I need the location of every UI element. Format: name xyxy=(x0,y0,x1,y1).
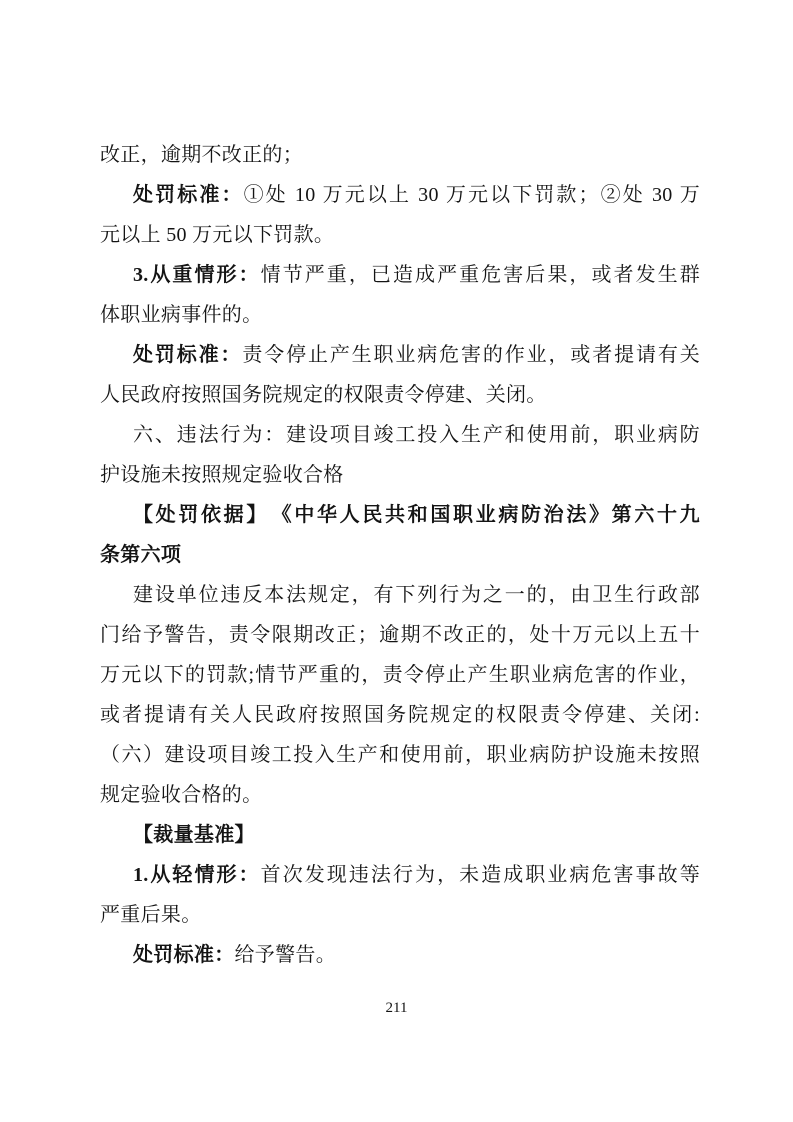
text-line xyxy=(100,215,700,255)
text-line xyxy=(100,575,700,615)
text-run: 改正，逾期不改正的； xyxy=(100,144,303,166)
text-run: 元以上 50 万元以下罚款。 xyxy=(100,224,335,246)
text-run: 万元以下的罚款;情节严重的，责令停止产生职业病危害的作业， xyxy=(100,664,700,686)
text-run: 【裁量基准】 xyxy=(133,824,255,846)
text-line xyxy=(100,935,700,975)
label-bold: 3.从重情形： xyxy=(133,264,261,286)
text-run: 给予警告。 xyxy=(234,944,336,966)
text-run: 【处罚依据】 《中华人民共和国职业病防治法》第六十九 xyxy=(133,504,700,526)
text-line xyxy=(100,895,700,935)
text-line xyxy=(100,375,700,415)
label-bold: 处罚标准： xyxy=(133,944,235,966)
text-run: 严重后果。 xyxy=(100,904,202,926)
text-run: 情节严重，已造成严重危害后果，或者发生群 xyxy=(260,264,700,286)
text-line xyxy=(100,655,700,695)
text-run: 体职业病事件的。 xyxy=(100,304,263,326)
text-run: 护设施未按照规定验收合格 xyxy=(100,464,344,486)
document-body xyxy=(100,135,700,975)
label-bold: 处罚标准： xyxy=(133,184,244,206)
text-run: 责令停止产生职业病危害的作业，或者提请有关 xyxy=(242,344,700,366)
text-line xyxy=(100,495,700,535)
text-run: 人民政府按照国务院规定的权限责令停建、关闭。 xyxy=(100,384,547,406)
text-line xyxy=(100,695,700,735)
text-line xyxy=(100,735,700,775)
text-run: 六、违法行为：建设项目竣工投入生产和使用前，职业病防 xyxy=(133,424,700,446)
page-number: 211 xyxy=(385,1000,408,1016)
text-line xyxy=(100,775,700,815)
text-line xyxy=(100,415,700,455)
text-run: 建设单位违反本法规定，有下列行为之一的，由卫生行政部 xyxy=(133,584,700,606)
text-run: 规定验收合格的。 xyxy=(100,784,263,806)
text-run: （六）建设项目竣工投入生产和使用前，职业病防护设施未按照 xyxy=(100,744,700,766)
text-line xyxy=(100,455,700,495)
text-line xyxy=(100,855,700,895)
text-run: 门给予警告，责令限期改正；逾期不改正的，处十万元以上五十 xyxy=(100,624,700,646)
text-line xyxy=(100,255,700,295)
label-bold: 1.从轻情形： xyxy=(133,864,261,886)
text-line xyxy=(100,615,700,655)
text-run: 首次发现违法行为，未造成职业病危害事故等 xyxy=(260,864,700,886)
text-run: ①处 10 万元以上 30 万元以下罚款；②处 30 万 xyxy=(243,184,700,206)
text-line xyxy=(100,175,700,215)
text-run: 条第六项 xyxy=(100,544,182,566)
text-line xyxy=(100,135,700,175)
text-run: 或者提请有关人民政府按照国务院规定的权限责令停建、关闭: xyxy=(100,704,700,726)
text-line xyxy=(100,295,700,335)
text-line xyxy=(100,535,700,575)
text-line xyxy=(100,815,700,855)
label-bold: 处罚标准： xyxy=(133,344,243,366)
text-line xyxy=(100,335,700,375)
